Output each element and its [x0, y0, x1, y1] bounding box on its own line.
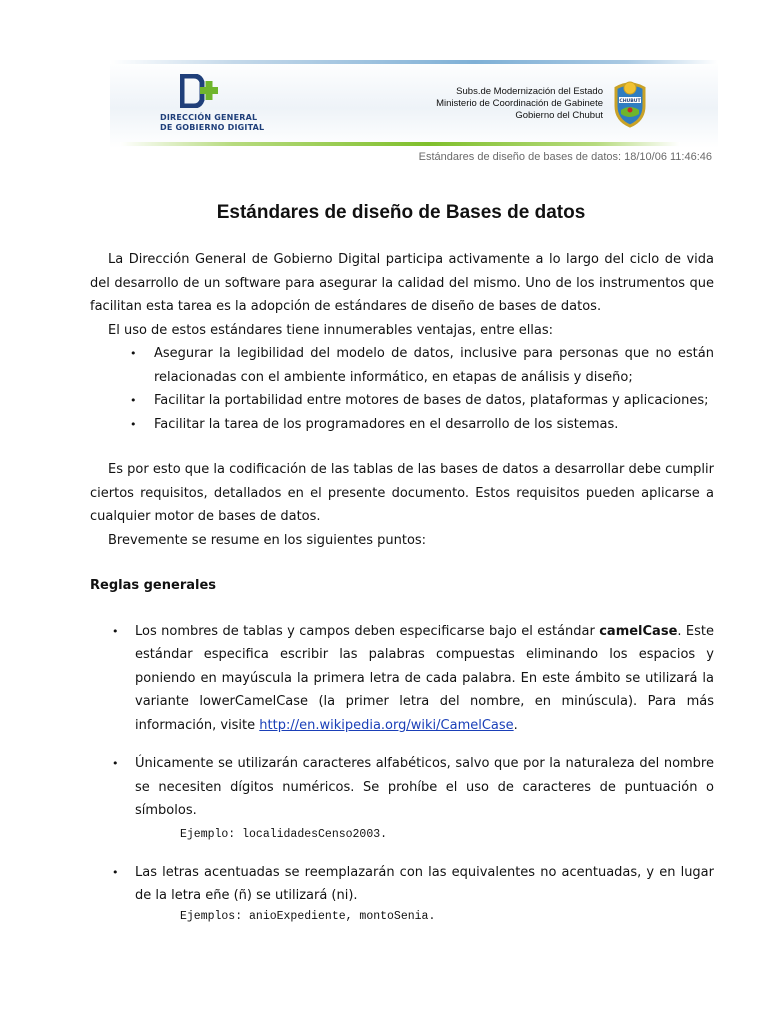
logo-wordmark [160, 113, 290, 133]
org-line-1: Subs.de Modernización del Estado [456, 86, 603, 97]
rule-emphasis: camelCase [599, 623, 678, 639]
list-item [112, 861, 714, 908]
rule-text: . [513, 717, 518, 733]
list-item [112, 620, 714, 738]
document-meta: Estándares de diseño de bases de datos: 18/10/06 11:46:46 [418, 151, 712, 163]
advantage-text: Asegurar la legibilidad del modelo de datos, inclusive para personas que no están relacionadas con el ambiente informático, en etapas de análisis y diseño; [154, 346, 714, 385]
bullet-icon: • [130, 347, 137, 360]
document-body [90, 248, 714, 926]
org-line-3: Gobierno del Chubut [515, 110, 603, 121]
gobierno-digital-logo-icon [180, 74, 220, 108]
advantage-text: Facilitar la tarea de los programadores en el desarrollo de los sistemas. [154, 416, 619, 432]
bullet-icon: • [130, 417, 137, 431]
rule-text: . Este estándar especifica escribir las palabras compuestas eliminando los espacios y poniendo en mayúscula la primera letra de cada palabra. En este ámbito se utilizará la variante lowerCamelCase (la primer letra del nombre, en minúscula). Para más información, visite [135, 623, 714, 733]
logo-line-2: DE GOBIERNO DIGITAL [160, 123, 265, 132]
section-heading: Reglas generales [90, 578, 217, 593]
list-item [112, 752, 714, 823]
advantages-lead: El uso de estos estándares tiene innumerables ventajas, entre ellas: [108, 322, 554, 338]
summary-lead: Brevemente se resume en los siguientes puntos: [108, 532, 427, 548]
chubut-shield-icon [610, 80, 650, 128]
camelcase-link[interactable]: http://en.wikipedia.org/wiki/CamelCase [259, 717, 514, 733]
rule-text: Los nombres de tablas y campos deben especificarse bajo el estándar [135, 623, 600, 639]
intro-paragraph: La Dirección General de Gobierno Digital participa activamente a lo largo del ciclo de vida del desarrollo de un software para asegurar la calidad del mismo. Uno de los instrumentos que facilitan esta tarea es la adopción de estándares de diseño de bases de datos. [90, 252, 714, 314]
rules-list [90, 620, 714, 926]
rule-text: Únicamente se utilizarán caracteres alfabéticos, salvo que por la naturaleza del nombre se necesiten dígitos numéricos. Se prohíbe el uso de caracteres de puntuación o símbolos. [135, 756, 714, 818]
rule-text: Las letras acentuadas se reemplazarán con las equivalentes no acentuadas, y en lugar de la letra eñe (ñ) se utilizará (ni). [135, 864, 714, 903]
header-bottom-rule [120, 142, 680, 146]
logo-line-1: DIRECCIÓN GENERAL [160, 113, 258, 122]
code-example: Ejemplo: localidadesCenso2003. [180, 827, 388, 841]
list-item [130, 413, 714, 437]
header-top-rule [110, 60, 718, 64]
code-example: Ejemplos: anioExpediente, montoSenia. [180, 909, 436, 923]
shield-label: CHUBUT [619, 99, 641, 104]
advantage-text: Facilitar la portabilidad entre motores de bases de datos, plataformas y aplicaciones; [154, 393, 709, 408]
requirements-paragraph: Es por esto que la codificación de las tablas de las bases de datos a desarrollar debe cumplir ciertos requisitos, detallados en el presente documento. Estos requisitos pueden aplicarse a cualquier motor de bases de datos. [90, 462, 714, 524]
bullet-icon: • [130, 394, 137, 407]
bullet-icon: • [112, 865, 119, 879]
bullet-icon: • [112, 624, 119, 638]
list-item [130, 389, 714, 413]
bullet-icon: • [112, 757, 119, 770]
organization-block [410, 86, 603, 122]
advantages-list [90, 342, 714, 436]
list-item [130, 342, 714, 389]
org-line-2: Ministerio de Coordinación de Gabinete [436, 98, 603, 109]
page-title: Estándares de diseño de Bases de datos [216, 202, 586, 223]
